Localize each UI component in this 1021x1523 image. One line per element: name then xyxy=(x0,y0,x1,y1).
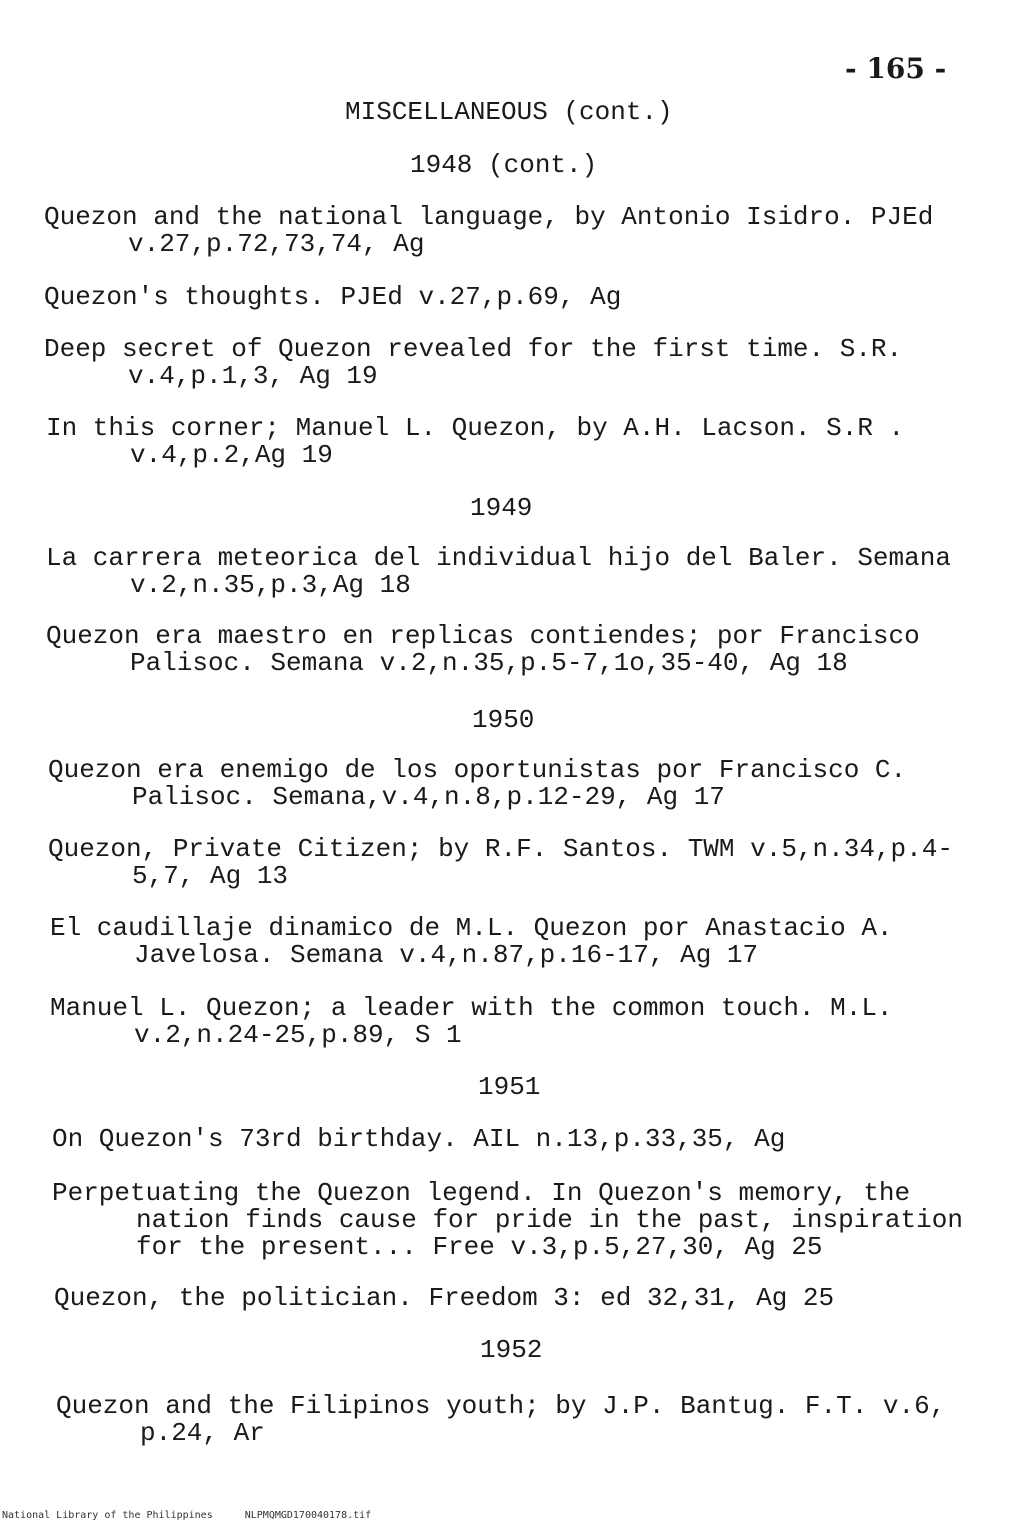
bibliography-entry: Quezon era enemigo de los oportunistas por Francisco C. Palisoc. Semana,v.4,n.8,p.12-29, Ag 17 xyxy=(48,755,907,812)
bibliography-entry: Quezon, the politician. Freedom 3: ed 32,31, Ag 25 xyxy=(54,1283,835,1313)
scan-footer xyxy=(2,1510,371,1521)
bibliography-entry: Manuel L. Quezon; a leader with the common touch. M.L. v.2,n.24-25,p.89, S 1 xyxy=(50,993,893,1050)
bibliography-entry: Quezon and the national language, by Antonio Isidro. PJEd v.27,p.72,73,74, Ag xyxy=(44,202,934,259)
bibliography-entry: Quezon's thoughts. PJEd v.27,p.69, Ag xyxy=(44,282,622,312)
section-title: MISCELLANEOUS (cont.) xyxy=(345,97,673,127)
year-heading: 1949 xyxy=(470,493,533,523)
page-number: - 165 - xyxy=(845,52,947,85)
bibliography-entry: El caudillaje dinamico de M.L. Quezon por Anastacio A. Javelosa. Semana v.4,n.87,p.16-17, Ag 17 xyxy=(50,913,893,970)
bibliography-entry: Quezon and the Filipinos youth; by J.P. Bantug. F.T. v.6, p.24, Ar xyxy=(56,1391,946,1448)
year-heading: 1948 (cont.) xyxy=(410,150,598,180)
year-heading: 1951 xyxy=(478,1072,541,1102)
bibliography-entry: In this corner; Manuel L. Quezon, by A.H. Lacson. S.R . v.4,p.2,Ag 19 xyxy=(46,413,905,470)
bibliography-entry: Deep secret of Quezon revealed for the first time. S.R. v.4,p.1,3, Ag 19 xyxy=(44,334,903,391)
year-heading: 1950 xyxy=(472,705,535,735)
bibliography-entry: Perpetuating the Quezon legend. In Quezon's memory, the nation finds cause for pride in the past, inspiration for the present... Free v.3,p.5,27,30, Ag 25 xyxy=(52,1178,963,1262)
bibliography-entry: On Quezon's 73rd birthday. AIL n.13,p.33,35, Ag xyxy=(52,1124,786,1154)
year-heading: 1952 xyxy=(480,1335,543,1365)
bibliography-entry: Quezon, Private Citizen; by R.F. Santos. TWM v.5,n.34,p.4- 5,7, Ag 13 xyxy=(48,834,953,891)
footer-library: National Library of the Philippines xyxy=(2,1510,213,1521)
bibliography-entry: La carrera meteorica del individual hijo del Baler. Semana v.2,n.35,p.3,Ag 18 xyxy=(46,543,951,600)
bibliography-entry: Quezon era maestro en replicas contiendes; por Francisco Palisoc. Semana v.2,n.35,p.5-7,1o,35-40, Ag 18 xyxy=(46,621,920,678)
footer-file-id: NLPMQMGD170040178.tif xyxy=(244,1510,372,1521)
